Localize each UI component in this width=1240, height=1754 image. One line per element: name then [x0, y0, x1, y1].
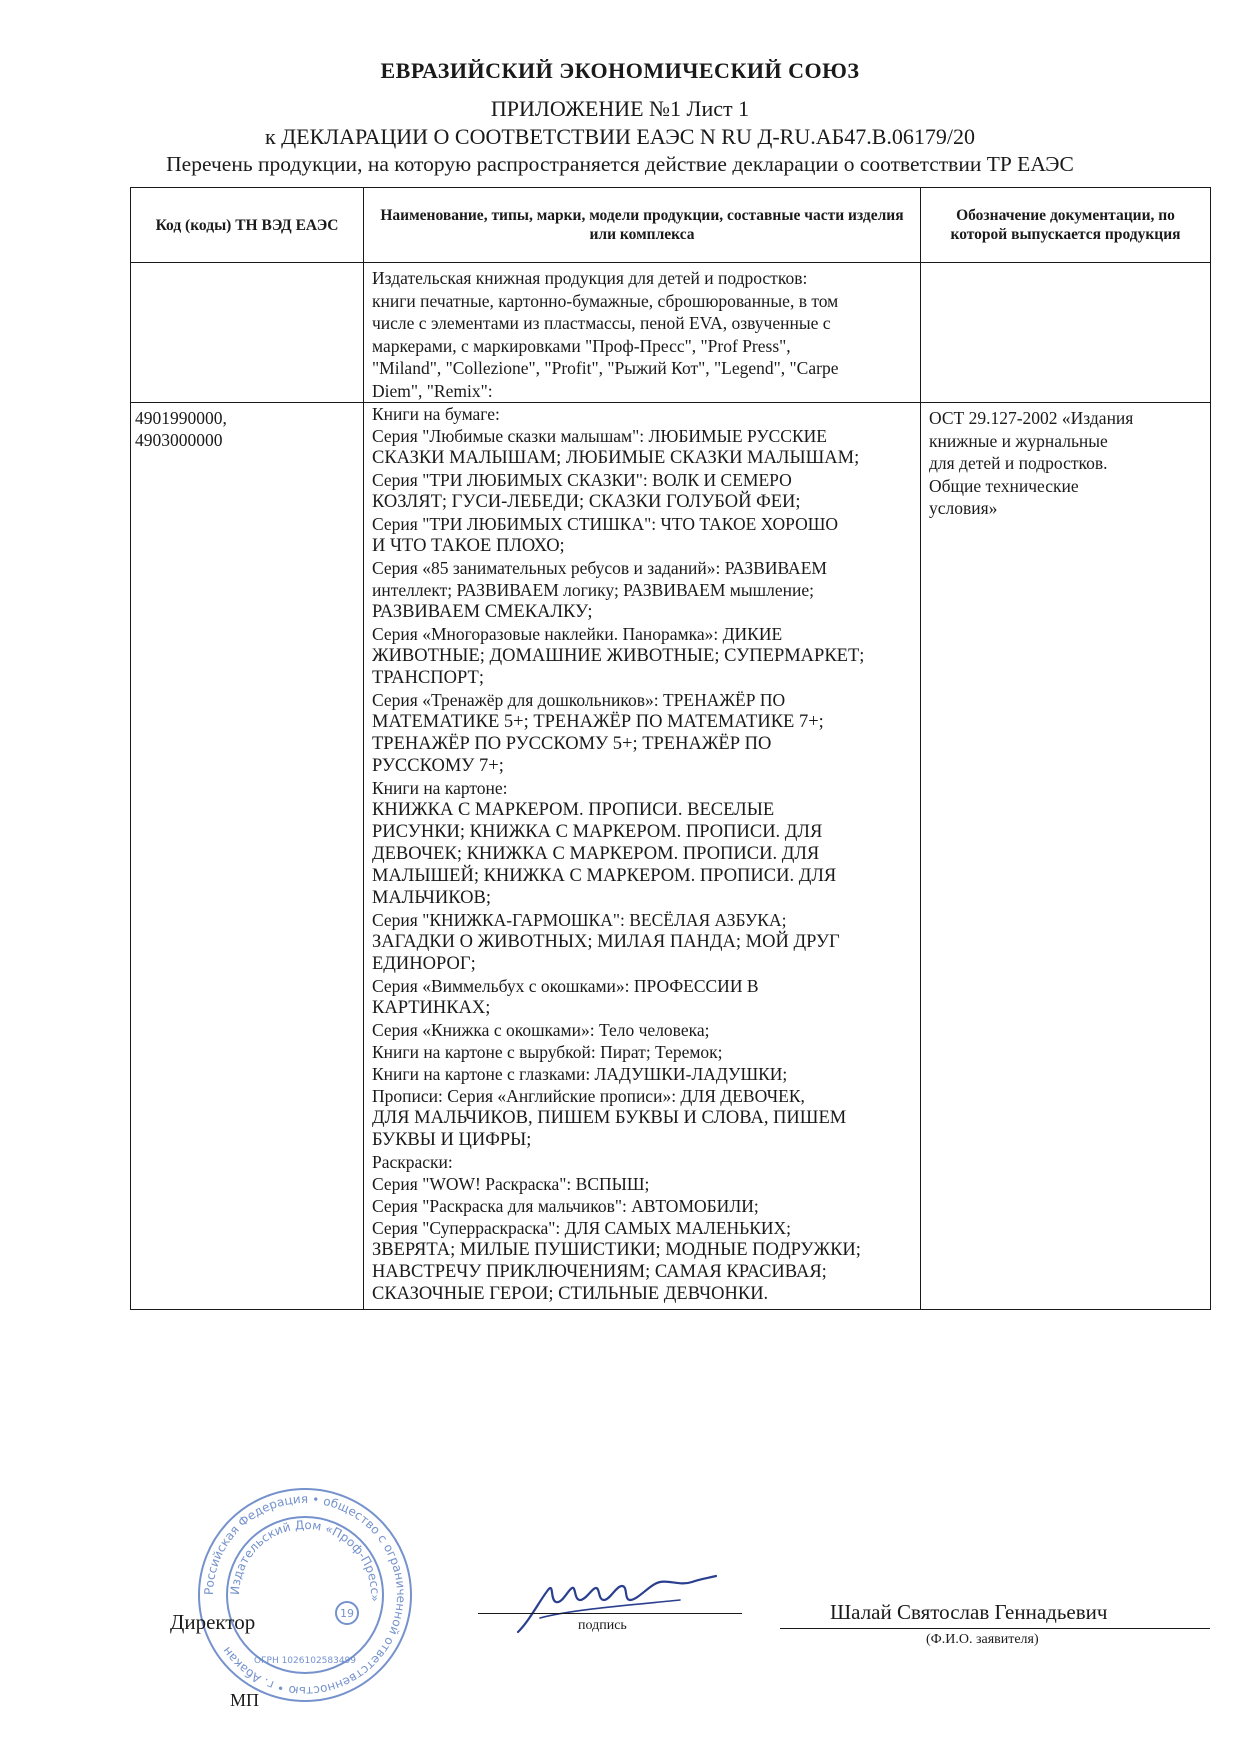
- empty-cell: [921, 263, 1211, 403]
- product-list-cell: [364, 403, 921, 1310]
- product-line: Серия "КНИЖКА-ГАРМОШКА": ВЕСЁЛАЯ АЗБУКА;: [372, 910, 787, 930]
- company-stamp: [195, 1485, 415, 1705]
- column-header-codes: Код (коды) ТН ВЭД ЕАЭС: [131, 188, 364, 263]
- organization-title: ЕВРАЗИЙСКИЙ ЭКОНОМИЧЕСКИЙ СОЮЗ: [380, 58, 860, 83]
- product-line: МАТЕМАТИКЕ 5+; ТРЕНАЖЁР ПО МАТЕМАТИКЕ 7+;: [372, 712, 824, 732]
- product-line: Прописи: Серия «Английские прописи»: ДЛЯ ДЕВОЧЕК,: [372, 1086, 805, 1106]
- column-header-products: Наименование, типы, марки, модели продукции, составные части изделия или комплекса: [364, 188, 921, 263]
- stamp-ogrn: ОГРН 1026102583499: [253, 1656, 357, 1666]
- intro-line: числе с элементами из пластмассы, пеной EVA, озвученные с: [372, 313, 831, 333]
- column-header-documentation: Обозначение документации, по которой выпускается продукция: [921, 188, 1211, 263]
- product-line: РАЗВИВАЕМ СМЕКАЛКУ;: [372, 602, 593, 622]
- product-line: ДЕВОЧЕК; КНИЖКА С МАРКЕРОМ. ПРОПИСИ. ДЛЯ: [372, 844, 820, 864]
- product-line: Серия "WOW! Раскраска": ВСПЫШ;: [372, 1174, 650, 1194]
- signature-line: [478, 1613, 742, 1614]
- standard-line: книжные и журнальные: [929, 430, 1108, 451]
- stamp-inner-text: Издательский Дом «Проф-Пресс»: [227, 1517, 383, 1603]
- scope-description: Перечень продукции, на которую распространяется действие декларации о соответствии ТР ЕАЭС: [166, 152, 1074, 176]
- product-line: Серия «Многоразовые наклейки. Панорамка»: ДИКИЕ: [372, 624, 783, 644]
- product-line: Серия «Виммельбух с окошками»: ПРОФЕССИИ В: [372, 976, 759, 996]
- tn-ved-code: 4903000000: [135, 430, 223, 450]
- product-line: Серия «85 занимательных ребусов и заданий»: РАЗВИВАЕМ: [372, 558, 827, 578]
- standard-cell: [921, 403, 1211, 1310]
- product-line: КНИЖКА С МАРКЕРОМ. ПРОПИСИ. ВЕСЕЛЫЕ: [372, 800, 775, 820]
- stamp-outer-text: Российская Федерация • общество с ограниченной ответственностью • г. Абакан: [201, 1491, 409, 1699]
- table-row: [131, 403, 1211, 1310]
- standard-line: Общие технические: [929, 475, 1079, 496]
- product-line: И ЧТО ТАКОЕ ПЛОХО;: [372, 536, 565, 556]
- applicant-name-line: [780, 1628, 1210, 1629]
- standard-line: ОСТ 29.127-2002 «Издания: [929, 408, 1134, 428]
- stamp-number: 19: [340, 1607, 354, 1620]
- table-row: [131, 263, 1211, 403]
- declaration-number: к ДЕКЛАРАЦИИ О СООТВЕТСТВИИ ЕАЭС N RU Д-RU.АБ47.В.06179/20: [264, 124, 976, 149]
- product-line: Раскраски:: [372, 1152, 453, 1172]
- product-line: ТРАНСПОРТ;: [372, 668, 484, 688]
- director-label: Директор: [170, 1610, 256, 1634]
- intro-line: маркерами, с маркировками "Проф-Пресс", "Prof Press",: [372, 335, 791, 356]
- stamp-inner-ring: [227, 1517, 383, 1673]
- standard-line: для детей и подростков.: [929, 453, 1108, 473]
- product-line: Серия "ТРИ ЛЮБИМЫХ СКАЗКИ": ВОЛК И СЕМЕРО: [372, 470, 792, 490]
- empty-cell: [131, 263, 364, 403]
- intro-line: Издательская книжная продукция для детей и подростков:: [372, 268, 808, 288]
- product-line: КОЗЛЯТ; ГУСИ-ЛЕБЕДИ; СКАЗКИ ГОЛУБОЙ ФЕИ;: [372, 492, 801, 512]
- product-line: Серия "ТРИ ЛЮБИМЫХ СТИШКА": ЧТО ТАКОЕ ХОРОШО: [372, 514, 838, 534]
- product-line: ДЛЯ МАЛЬЧИКОВ, ПИШЕМ БУКВЫ И СЛОВА, ПИШЕМ: [372, 1108, 847, 1128]
- signature-underline-stroke: [540, 1600, 680, 1618]
- product-line: Книги на бумаге:: [372, 404, 500, 424]
- product-line: Серия «Книжка с окошками»: Тело человека;: [372, 1020, 710, 1040]
- standard-line: условия»: [929, 498, 998, 518]
- product-line: ЗВЕРЯТА; МИЛЫЕ ПУШИСТИКИ; МОДНЫЕ ПОДРУЖКИ;: [372, 1240, 861, 1260]
- intro-line: книги печатные, картонно-бумажные, сброшюрованные, в том: [372, 290, 839, 311]
- product-intro-cell: [364, 263, 921, 403]
- applicant-name: Шалай Святослав Геннадьевич: [830, 1600, 1108, 1624]
- product-line: РУССКОМУ 7+;: [372, 756, 504, 776]
- product-line: Серия "Любимые сказки малышам": ЛЮБИМЫЕ РУССКИЕ: [372, 426, 827, 446]
- product-line: интеллект; РАЗВИВАЕМ логику; РАЗВИВАЕМ мышление;: [372, 580, 814, 600]
- product-line: Книги на картоне с глазками: ЛАДУШКИ-ЛАДУШКИ;: [372, 1064, 788, 1084]
- product-line: ЕДИНОРОГ;: [372, 954, 476, 974]
- applicant-caption: (Ф.И.О. заявителя): [926, 1632, 1039, 1647]
- codes-cell: [131, 403, 364, 1310]
- product-line: Серия "Раскраска для мальчиков": АВТОМОБИЛИ;: [372, 1196, 759, 1216]
- tn-ved-code: 4901990000,: [135, 408, 227, 428]
- signature-caption: подпись: [578, 1618, 627, 1633]
- product-line: ЖИВОТНЫЕ; ДОМАШНИЕ ЖИВОТНЫЕ; СУПЕРМАРКЕТ;: [372, 646, 865, 666]
- appendix-title: ПРИЛОЖЕНИЕ №1 Лист 1: [490, 96, 750, 121]
- product-line: КАРТИНКАХ;: [372, 998, 491, 1018]
- product-line: Книги на картоне с вырубкой: Пират; Теремок;: [372, 1042, 723, 1062]
- intro-line: Diem", "Remix":: [372, 380, 493, 401]
- product-line: НАВСТРЕЧУ ПРИКЛЮЧЕНИЯМ; САМАЯ КРАСИВАЯ;: [372, 1262, 827, 1282]
- product-line: МАЛЬЧИКОВ;: [372, 888, 492, 908]
- product-line: СКАЗКИ МАЛЫШАМ; ЛЮБИМЫЕ СКАЗКИ МАЛЫШАМ;: [372, 448, 860, 468]
- product-line: Серия «Тренажёр для дошкольников»: ТРЕНАЖЁР ПО: [372, 690, 786, 710]
- intro-line: "Miland", "Collezione", "Profit", "Рыжий Кот", "Legend", "Carpe: [372, 358, 839, 378]
- product-line: РИСУНКИ; КНИЖКА С МАРКЕРОМ. ПРОПИСИ. ДЛЯ: [372, 822, 823, 842]
- product-line: БУКВЫ И ЦИФРЫ;: [372, 1130, 532, 1150]
- product-line: МАЛЫШЕЙ; КНИЖКА С МАРКЕРОМ. ПРОПИСИ. ДЛЯ: [372, 866, 837, 886]
- product-line: Серия "Суперраскраска": ДЛЯ САМЫХ МАЛЕНЬКИХ;: [372, 1218, 792, 1238]
- table-header-row: [131, 188, 1211, 263]
- product-table: [130, 187, 1211, 1310]
- product-line: ТРЕНАЖЁР ПО РУССКОМУ 5+; ТРЕНАЖЁР ПО: [372, 734, 772, 754]
- product-line: СКАЗОЧНЫЕ ГЕРОИ; СТИЛЬНЫЕ ДЕВЧОНКИ.: [372, 1284, 769, 1304]
- product-line: ЗАГАДКИ О ЖИВОТНЫХ; МИЛАЯ ПАНДА; МОЙ ДРУГ: [372, 932, 840, 952]
- product-line: Книги на картоне:: [372, 778, 508, 798]
- stamp-place-label: МП: [230, 1690, 260, 1710]
